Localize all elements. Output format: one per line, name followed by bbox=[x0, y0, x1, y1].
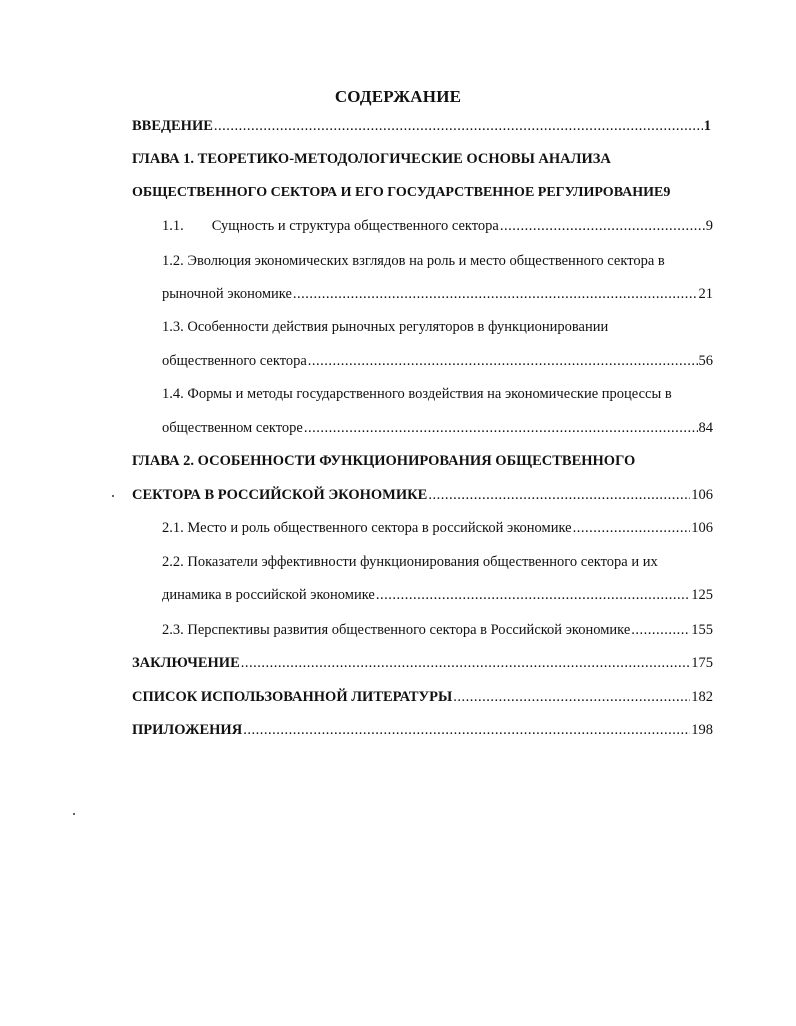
toc-entry-section-2-2-line-2 bbox=[162, 586, 713, 604]
toc-label: ЗАКЛЮЧЕНИЕ bbox=[132, 655, 240, 671]
toc-leader-dots bbox=[573, 519, 691, 537]
toc-entry-section-1-1 bbox=[162, 217, 713, 235]
toc-leader-dots bbox=[243, 721, 690, 739]
toc-entry-section-2-3 bbox=[162, 621, 713, 639]
toc-page-number: 155 bbox=[691, 622, 713, 638]
toc-label: СПИСОК ИСПОЛЬЗОВАННОЙ ЛИТЕРАТУРЫ bbox=[132, 689, 453, 705]
toc-label: 2.3. Перспективы развития общественного сектора в Российской экономике bbox=[162, 622, 631, 638]
toc-leader-dots bbox=[631, 621, 690, 639]
toc-label: динамика в российской экономике bbox=[162, 587, 375, 603]
toc-page-number: 106 bbox=[691, 520, 713, 536]
toc-label: общественного сектора bbox=[162, 353, 307, 369]
toc-leader-dots bbox=[376, 586, 690, 604]
toc-label: СЕКТОРА В РОССИЙСКОЙ ЭКОНОМИКЕ bbox=[132, 487, 428, 503]
toc-label: Сущность и структура общественного сектора bbox=[211, 218, 499, 234]
toc-page-number: 175 bbox=[691, 655, 713, 671]
toc-entry-chapter-1-line-2 bbox=[132, 184, 718, 202]
toc-entry-chapter-2-line-2 bbox=[132, 486, 713, 504]
toc-entry-section-1-3-line-2 bbox=[162, 352, 713, 370]
toc-page-number: 9 bbox=[663, 185, 671, 200]
toc-label: ПРИЛОЖЕНИЯ bbox=[132, 722, 243, 738]
page-title: СОДЕРЖАНИЕ bbox=[334, 87, 462, 106]
toc-leader-dots bbox=[308, 352, 698, 370]
toc-page-number: 56 bbox=[698, 353, 713, 369]
toc-page-number: 1 bbox=[703, 118, 711, 134]
toc-label: ОБЩЕСТВЕННОГО СЕКТОРА И ЕГО ГОСУДАРСТВЕННОЕ РЕГУЛИРОВАНИЕ bbox=[132, 185, 664, 200]
toc-page-number: 84 bbox=[698, 420, 713, 436]
toc-label: ГЛАВА 1. ТЕОРЕТИКО-МЕТОДОЛОГИЧЕСКИЕ ОСНОВЫ АНАЛИЗА bbox=[132, 151, 611, 167]
toc-leader-dots bbox=[500, 217, 705, 235]
toc-label: ВВЕДЕНИЕ bbox=[132, 118, 213, 134]
toc-leader-dots bbox=[293, 285, 698, 303]
toc-leader-dots bbox=[453, 688, 690, 706]
toc-leader-dots bbox=[241, 654, 690, 672]
toc-entry-chapter-2-line-1 bbox=[132, 452, 712, 470]
toc-label: 1.2. Эволюция экономических взглядов на роль и место общественного сектора в bbox=[162, 253, 665, 269]
toc-leader-dots bbox=[304, 419, 698, 437]
toc-page-number: 198 bbox=[691, 722, 713, 738]
toc-entry-bibliography bbox=[132, 688, 713, 706]
toc-entry-conclusion bbox=[132, 654, 713, 672]
toc-label: 1.3. Особенности действия рыночных регуляторов в функционировании bbox=[162, 319, 609, 335]
toc-number: 1.1. bbox=[162, 218, 184, 234]
toc-page-number: 125 bbox=[691, 587, 713, 603]
toc-page-number: 182 bbox=[691, 689, 713, 705]
scan-speck bbox=[73, 813, 75, 815]
toc-label: 2.2. Показатели эффективности функционирования общественного сектора и их bbox=[162, 554, 658, 570]
scan-speck bbox=[112, 495, 114, 497]
toc-entry-appendices bbox=[132, 721, 713, 739]
toc-entry-section-1-4-line-1 bbox=[162, 385, 713, 403]
toc-entry-introduction bbox=[132, 117, 711, 135]
toc-leader-dots bbox=[214, 117, 703, 135]
toc-entry-section-1-2-line-1 bbox=[162, 252, 713, 270]
toc-label: рыночной экономике bbox=[162, 286, 292, 302]
toc-entry-section-1-4-line-2 bbox=[162, 419, 713, 437]
toc-leader-dots bbox=[428, 486, 690, 504]
toc-entry-section-1-3-line-1 bbox=[162, 318, 713, 336]
toc-page-number: 9 bbox=[705, 218, 713, 234]
toc-entry-section-1-2-line-2 bbox=[162, 285, 713, 303]
toc-label: 2.1. Место и роль общественного сектора в российской экономике bbox=[162, 520, 572, 536]
toc-label: общественном секторе bbox=[162, 420, 303, 436]
toc-page-number: 21 bbox=[698, 286, 713, 302]
toc-entry-section-2-2-line-1 bbox=[162, 553, 713, 571]
toc-entry-section-2-1 bbox=[162, 519, 713, 537]
toc-entry-chapter-1-line-1 bbox=[132, 150, 712, 168]
toc-page-number: 106 bbox=[691, 487, 713, 503]
toc-label: 1.4. Формы и методы государственного воздействия на экономические процессы в bbox=[162, 386, 672, 402]
toc-label: ГЛАВА 2. ОСОБЕННОСТИ ФУНКЦИОНИРОВАНИЯ ОБЩЕСТВЕННОГО bbox=[132, 453, 636, 469]
